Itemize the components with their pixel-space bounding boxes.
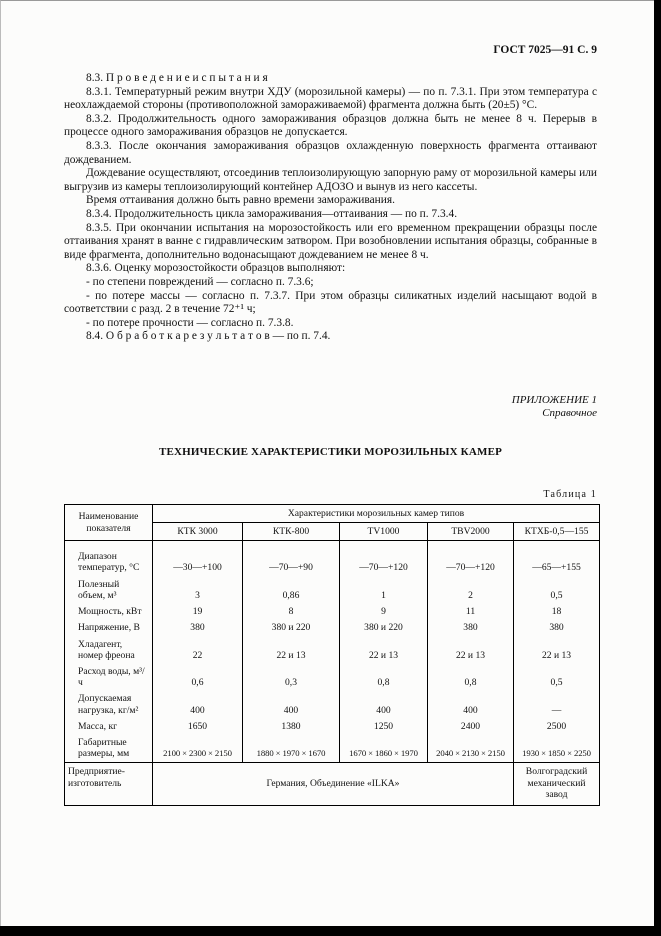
type-header: КТК 3000 [153, 523, 243, 541]
row-name-cell: Напряжение, В [65, 620, 153, 636]
value-cell: 19 [153, 604, 243, 620]
value-cell: 3 [153, 577, 243, 604]
value-cell: — [514, 691, 600, 718]
value-cell: 22 и 13 [243, 637, 340, 664]
table-row [65, 604, 600, 620]
type-header: TBV2000 [428, 523, 514, 541]
row-name-cell: Предприятие-изготовитель [65, 763, 153, 806]
type-header: КТК-800 [243, 523, 340, 541]
value-cell: 0,3 [243, 664, 340, 691]
value-cell: 1380 [243, 719, 340, 735]
value-cell: 0,8 [428, 664, 514, 691]
value-cell: 1 [340, 577, 428, 604]
value-cell: 22 и 13 [340, 637, 428, 664]
para-dozhdevanie: Дождевание осуществляют, отсоединив теплоизолирующую запорную раму от морозильной камеры или выгрузив из камеры теплоизолирующий контейнер АДОЗО и вынув из него кассеты. [64, 167, 597, 193]
value-cell: 2400 [428, 719, 514, 735]
value-cell: —70—+120 [340, 541, 428, 577]
value-cell: 8 [243, 604, 340, 620]
row-name-cell: Масса, кг [65, 719, 153, 735]
appendix-block [64, 394, 597, 420]
value-cell: 380 [153, 620, 243, 636]
table-row [65, 541, 600, 577]
manufacturer-row [65, 763, 600, 806]
value-cell: 11 [428, 604, 514, 620]
para-list-item-3: - по потере прочности — согласно п. 7.3.8. [86, 316, 294, 329]
name-column-header: Наименование показателя [65, 504, 153, 540]
row-name-cell: Мощность, кВт [65, 604, 153, 620]
para-8-3-1: 8.3.1. Температурный режим внутри ХДУ (морозильной камеры) — по п. 7.3.1. При этом температура с неохлаждаемой стороны (противоположной замораживаемой) фрагмента должна быть (20±5) °С. [64, 85, 597, 112]
value-cell: 9 [340, 604, 428, 620]
para-8-3-6: 8.3.6. Оценку морозостойкости образцов выполняют: [86, 262, 346, 275]
value-cell: 1250 [340, 719, 428, 735]
row-name-cell: Габаритные размеры, мм [65, 735, 153, 763]
value-cell: 380 [514, 620, 600, 636]
value-cell: 0,5 [514, 577, 600, 604]
value-cell: 1670 × 1860 × 1970 [340, 735, 428, 763]
characteristics-table [64, 504, 600, 806]
value-cell: 0,5 [514, 664, 600, 691]
table-label: Таблица 1 [543, 488, 597, 500]
value-cell: —65—+155 [514, 541, 600, 577]
table-row [65, 691, 600, 718]
row-name-cell: Полезный объем, м³ [65, 577, 153, 604]
value-cell: 0,6 [153, 664, 243, 691]
value-cell: 22 и 13 [514, 637, 600, 664]
table-header [65, 504, 600, 540]
value-cell: 2100 × 2300 × 2150 [153, 735, 243, 763]
para-list-item-2: - по потере массы — согласно п. 7.3.7. При этом образцы силикатных изделий насыщают водой в соответствии с разд. 2 в течение 72⁺¹ ч; [64, 289, 597, 316]
type-header: КТХБ-0,5—155 [514, 523, 600, 541]
value-cell: 2 [428, 577, 514, 604]
table-row [65, 577, 600, 604]
table-row [65, 664, 600, 691]
value-cell: 0,8 [340, 664, 428, 691]
value-cell: 18 [514, 604, 600, 620]
appendix-section-title: ТЕХНИЧЕСКИЕ ХАРАКТЕРИСТИКИ МОРОЗИЛЬНЫХ КАМЕР [158, 445, 503, 458]
value-cell: —30—+100 [153, 541, 243, 577]
value-cell: 380 [428, 620, 514, 636]
para-8-3-5: 8.3.5. При окончании испытания на морозостойкость или его временном прекращении образцы после оттаивания хранят в ванне с гидравлическим затвором. При возобновлении испытания образцы, собранные в виде фрагмента, дополнительно водонасыщают дождеванием не менее 8 ч. [64, 221, 597, 261]
value-cell: 1650 [153, 719, 243, 735]
value-cell: 400 [428, 691, 514, 718]
value-cell: 380 и 220 [340, 620, 428, 636]
row-name-cell: Хладагент, номер фреона [65, 637, 153, 664]
manufacturer-last-cell: Волгоградский механический завод [514, 763, 600, 806]
appendix-kind: Справочное [542, 406, 597, 419]
value-cell: 1930 × 1850 × 2250 [514, 735, 600, 763]
value-cell: 1880 × 1970 × 1670 [243, 735, 340, 763]
page-header: ГОСТ 7025—91 С. 9 [493, 44, 597, 56]
table-row [65, 735, 600, 763]
appendix-label: ПРИЛОЖЕНИЕ 1 [511, 393, 597, 406]
manufacturer-group-cell: Германия, Объединение «ILKA» [153, 763, 514, 806]
para-8-4-heading: 8.4. О б р а б о т к а р е з у л ь т а т о в — по п. 7.4. [86, 330, 331, 343]
row-name-cell: Расход воды, м³/ч [65, 664, 153, 691]
value-cell: —70—+90 [243, 541, 340, 577]
value-cell: 400 [340, 691, 428, 718]
table-row [65, 620, 600, 636]
para-list-item-1: - по степени повреждений — согласно п. 7.3.6; [86, 275, 314, 288]
value-cell: 400 [243, 691, 340, 718]
value-cell: 22 [153, 637, 243, 664]
value-cell: 0,86 [243, 577, 340, 604]
value-cell: —70—+120 [428, 541, 514, 577]
para-8-3-heading: 8.3. П р о в е д е н и е и с п ы т а н и я [86, 72, 268, 84]
value-cell: 380 и 220 [243, 620, 340, 636]
table-row [65, 719, 600, 735]
value-cell: 2500 [514, 719, 600, 735]
row-name-cell: Допускаемая нагрузка, кг/м² [65, 691, 153, 718]
para-8-3-4: 8.3.4. Продолжительность цикла замораживания—оттаивания — по п. 7.3.4. [86, 207, 458, 220]
type-header: TV1000 [340, 523, 428, 541]
value-cell: 400 [153, 691, 243, 718]
row-name-cell: Диапазон температур, °С [65, 541, 153, 577]
value-cell: 22 и 13 [428, 637, 514, 664]
table-header-row-1 [65, 504, 600, 522]
group-column-header: Характеристики морозильных камер типов [153, 504, 600, 522]
para-vremya: Время оттаивания должно быть равно времени замораживания. [86, 194, 395, 207]
body-text [64, 72, 597, 344]
table-row [65, 637, 600, 664]
para-8-3-2: 8.3.2. Продолжительность одного замораживания образцов должна быть не менее 8 ч. Перерыв в процессе одного замораживания образцов не допускается. [64, 112, 597, 139]
value-cell: 2040 × 2130 × 2150 [428, 735, 514, 763]
para-8-3-3: 8.3.3. После окончания замораживания образцов охлажденную поверхность фрагмента оттаивают дождеванием. [64, 139, 597, 166]
